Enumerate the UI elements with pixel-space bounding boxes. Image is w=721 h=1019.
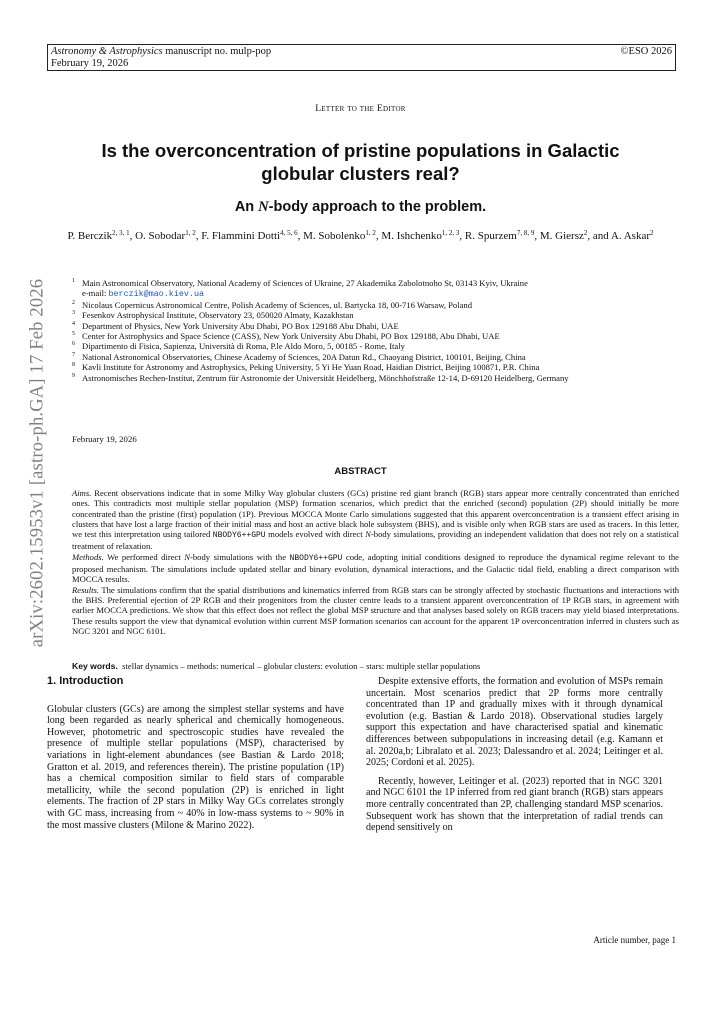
author: O. Sobodar$^{1, 2}$ (135, 229, 196, 242)
affiliation-text: Dipartimento di Fisica, Sapienza, Università di Roma, P.le Aldo Moro, 5, 00185 - Rome, Italy (82, 341, 405, 352)
page-footer: Article number, page 1 (593, 935, 676, 945)
section-heading: 1. Introduction (47, 675, 124, 687)
affiliation-text: Kavli Institute for Astronomy and Astrophysics, Peking University, 5 Yi He Yuan Road, Haidian District, Beijing 100871, P.R. China (82, 362, 540, 373)
affiliation-item: 4 Department of Physics, New York University Abu Dhabi, PO Box 129188 Abu Dhabi, UAE (72, 320, 399, 331)
intro-paragraph-3: Recently, however, Leitinger et al. (2023) reported that in NGC 3201 and NGC 6101 the 1P inferred from red giant branch (RGB) stars appears more centrally concentrated than 2P, challenging standard MSP scenarios. Subsequent work has shown that the interpretation of radial trends can depend sensitively on (366, 775, 663, 834)
author: M. Giersz$^2$ (539, 229, 588, 242)
arxiv-stamp (5, 263, 48, 663)
affiliation-text: Department of Physics, New York University Abu Dhabi, PO Box 129188 Abu Dhabi, UAE (82, 320, 399, 331)
aims-text: Recent observations indicate that in some Milky Way globular clusters (GCs) pristine red giant branch (RGB) stars appear more centrally concentrated than enriched ones. This contradicts most multiple stellar population (MSP) formation scenarios, which predict that the enriched (second) population (2P) should initially be more concentrated than the pristine (first) population (1P). Previous MOCCA Monte Carlo simulations suggested that this apparent overconcentration is a transient effect arising in clusters that have lost a large fraction of their initial mass and host an active black hole subsystem (BHS), and is visible only when RGB stars are used as tracers. In this letter, we test this interpretation using tailored NBODY6++GPU models evolved with direct N-body simulations, providing an independent validation that does not rely on a statistical treatment of relaxation. (72, 488, 679, 552)
header-copyright: ©ESO 2026 (620, 46, 672, 57)
author: R. Spurzem$^{7, 8, 9}$ (464, 229, 535, 242)
methods-label: Methods. (72, 551, 104, 562)
affiliation-text: Main Astronomical Observatory, National Academy of Sciences of Ukraine, 27 Akademika Zabolotnoho St, 03143 Kyiv, Ukraine (82, 278, 528, 288)
methods-text: We performed direct N-body simulations with the NBODY6++GPU code, adopting initial conditions designed to reproduce the dynamical regime relevant to the proposed mechanism. The simulations include updated stellar and binary evolution, dynamical interactions, and the Galactic tidal field, enabling a direct comparison with MOCCA results. (72, 551, 680, 585)
results-label: Results. (72, 584, 99, 595)
email-label: e-mail: (82, 288, 109, 299)
abstract-aims (72, 488, 679, 552)
affiliation-item: 5 Center for Astrophysics and Space Science (CASS), New York University Abu Dhabi, PO Box 129188, Abu Dhabi, UAE (72, 331, 500, 342)
subtitle-prefix: An (234, 199, 259, 215)
affiliation-text: National Astronomical Observatories, Chinese Academy of Sciences, 20A Datun Rd., Chaoyang District, 100101, Beijing, China (82, 351, 526, 362)
affiliation-item: 1 Main Astronomical Observatory, National Academy of Sciences of Ukraine, 27 Akademika Zabolotnoho St, 03143 Kyiv, Ukraine e-mail: berczik@mao.kiev.ua (72, 278, 528, 300)
intro-paragraph-2: Despite extensive efforts, the formation and evolution of MSPs remain uncertain. Most scenarios predict that 2P forms more centrally concentrated than 1P and gradually mixes with it through dynamical evolution (e.g. Bastian & Lardo 2018). Observational studies largely support this expectation and have characterised spatial and kinematic differences between subpopulations in increasing detail (e.g. Kamann et al. 2020a,b; Libralato et al. 2023; Dalessandro et al. 2024; Leitinger et al. 2025; Cordoni et al. 2025). (366, 676, 663, 769)
header-journal-line (51, 46, 271, 58)
author: P. Berczik$^{2, 3, 1}$ (67, 229, 130, 242)
author-affiliation-marks: 7, 8, 9 (516, 229, 535, 237)
manuscript-number: manuscript no. mulp-pop (162, 46, 272, 57)
journal-name: Astronomy & Astrophysics (51, 46, 163, 57)
subtitle-suffix: -body approach to the problem. (268, 199, 487, 215)
affiliation-item: 6 Dipartimento di Fisica, Sapienza, Università di Roma, P.le Aldo Moro, 5, 00185 - Rome, Italy (72, 341, 405, 352)
abstract-heading: ABSTRACT (334, 466, 387, 477)
affiliation-item: 7 National Astronomical Observatories, Chinese Academy of Sciences, 20A Datun Rd., Chaoyang District, 100101, Beijing, China (72, 351, 526, 362)
abstract-body (72, 488, 679, 636)
affiliation-list (72, 278, 678, 383)
arxiv-stamp-text: arXiv:2602.15953v1 [astro-ph.GA] 17 Feb 2026 (27, 278, 48, 648)
affiliation-text: Fesenkov Astrophysical Institute, Observatory 23, 050020 Almaty, Kazakhstan (82, 310, 354, 321)
affiliation-item: 3 Fesenkov Astrophysical Institute, Observatory 23, 050020 Almaty, Kazakhstan (72, 310, 354, 321)
subtitle-italic: N (258, 199, 269, 215)
header-date: February 19, 2026 (51, 58, 129, 69)
keywords-text: stellar dynamics – methods: numerical – globular clusters: evolution – stars: multiple stellar populations (122, 661, 481, 671)
author: A. Askar$^2$ (610, 229, 654, 242)
author-affiliation-marks: 1, 2 (185, 229, 196, 237)
author: M. Ishchenko$^{1, 2, 3}$ (381, 229, 460, 242)
abstract-methods (72, 552, 679, 585)
affiliation-text: Astronomisches Rechen-Institut, Zentrum für Astronomie der Universität Heidelberg, Mönchhofstraße 12-14, D-69120 Heidelberg, Germany (82, 372, 569, 383)
aims-label: Aims. (72, 488, 92, 498)
author-affiliation-marks: 4, 5, 6 (280, 229, 298, 237)
letter-label: Letter to the Editor (315, 104, 406, 114)
abstract-results (72, 585, 679, 636)
affiliation-text: Nicolaus Copernicus Astronomical Centre, Polish Academy of Sciences, ul. Bartycka 18, 00-716 Warsaw, Poland (82, 299, 473, 310)
author: F. Flammini Dotti$^{4, 5, 6}$ (201, 229, 298, 242)
author-list: P. Berczik$^{2, 3, 1}$, O. Sobodar$^{1, 2}$, F. Flammini Dotti$^{4, 5, 6}$, M. Sobolenko$^{1, 2}$, M. Ishchenko$^{1, 2, 3}$, R. Spurzem$^{7, 8, 9}$, M. Giersz$^2$, and A. Askar$^2$ (67, 229, 654, 242)
paper-subtitle (0, 199, 721, 216)
affiliation-text: Center for Astrophysics and Space Science (CASS), New York University Abu Dhabi, PO Box 129188, Abu Dhabi, UAE (82, 331, 500, 342)
author-affiliation-marks: 2, 3, 1 (112, 229, 130, 237)
affiliation-item: 8 Kavli Institute for Astronomy and Astrophysics, Peking University, 5 Yi He Yuan Road, Haidian District, Beijing 100871, P.R. China (72, 362, 540, 373)
running-header (47, 44, 676, 71)
keywords-label: Key words. (72, 661, 118, 671)
author-affiliation-marks: 1, 2, 3 (441, 229, 460, 237)
left-column (47, 676, 344, 831)
keywords (72, 661, 679, 671)
author-affiliation-marks: 2 (650, 229, 654, 237)
paper-title: Is the overconcentration of pristine populations in Galactic globular clusters real? (101, 140, 620, 184)
received-date: February 19, 2026 (72, 434, 137, 444)
affiliation-item: 9 Astronomisches Rechen-Institut, Zentrum für Astronomie der Universität Heidelberg, Mönchhofstraße 12-14, D-69120 Heidelberg, Germany (72, 372, 569, 383)
email-link[interactable]: berczik@mao.kiev.ua (108, 289, 204, 300)
author-affiliation-marks: 2 (583, 229, 588, 237)
right-column (366, 676, 663, 834)
results-text: The simulations confirm that the spatial distributions and kinematics inferred from RGB stars can be strongly affected by stochastic fluctuations and interactions with the BHS. Preferential ejection of 2P RGB and their progenitors from the cluster centre leads to a transient apparent overconcentration of 1P RGB stars, in agreement with earlier MOCCA predictions. We show that this effect does not reflect the global MSP structure and that analyses based solely on RGB tracers may yield biased interpretations. These results support the view that dynamical evolution within current MSP formation scenarios can account for the apparent 1P overconcentration inferred in clusters such as NGC 3201 and NGC 6101. (72, 584, 679, 636)
author: M. Sobolenko$^{1, 2}$ (303, 229, 376, 242)
intro-paragraph-1: Globular clusters (GCs) are among the simplest stellar systems and have long been regarded as nearly spherical and chemically homogeneous. However, photometric and spectroscopic studies have revealed the presence of multiple stellar populations (MSP), characterised by variations in light-element abundances (see Bastian & Lardo 2018; Gratton et al. 2019, and references therein). The pristine population (1P) has a chemical composition similar to field stars of comparable metallicity, while the second population (2P) is enriched in light elements. The fraction of 2P stars in Milky Way GCs correlates strongly with GC mass, increasing from ~ 40% in low-mass systems to ~ 90% in the most massive clusters (Milone & Marino 2022). (47, 703, 344, 831)
author-affiliation-marks: 1, 2 (365, 229, 376, 237)
affiliation-item: 2 Nicolaus Copernicus Astronomical Centre, Polish Academy of Sciences, ul. Bartycka 18, 00-716 Warsaw, Poland (72, 299, 473, 310)
